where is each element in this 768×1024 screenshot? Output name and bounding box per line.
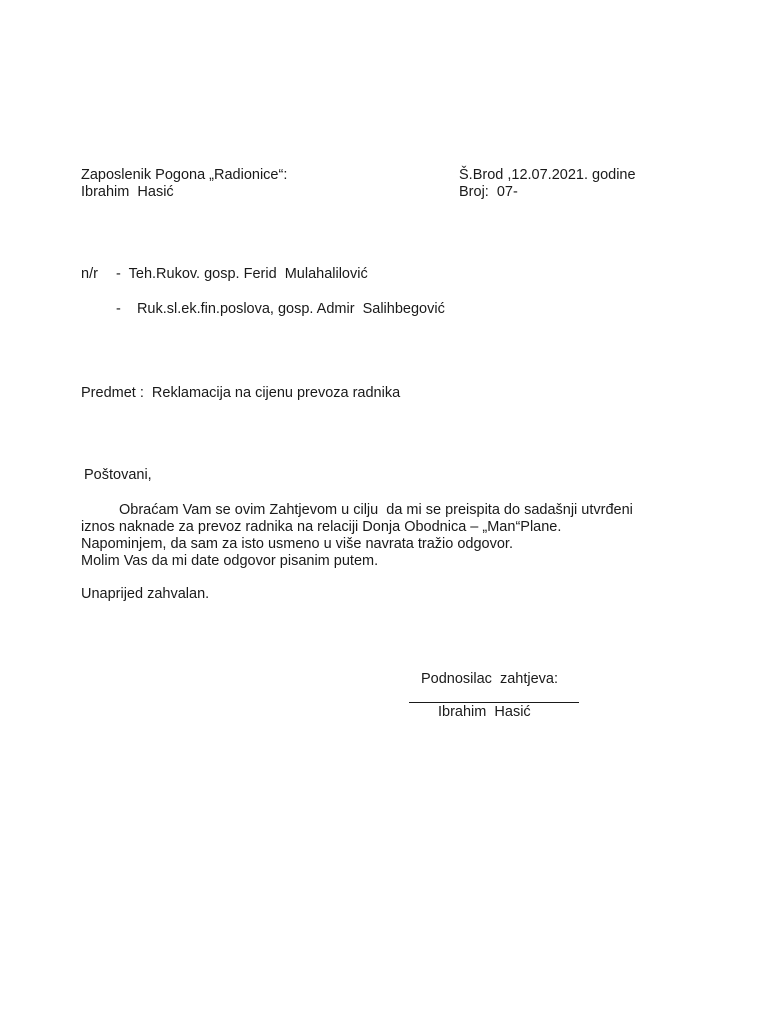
signature-line [409,702,579,703]
document-number: Broj: 07- [459,184,518,200]
body-line: Molim Vas da mi date odgovor pisanim putem. [81,553,379,569]
sender-title: Zaposlenik Pogona „Radionice“: [81,167,288,183]
body-line: iznos naknade za prevoz radnika na relaciji Donja Obodnica – „Man“Plane. [81,519,562,535]
signature-name: Ibrahim Hasić [438,704,531,720]
recipient-item: - Teh.Rukov. gosp. Ferid Mulahalilović [116,266,368,282]
signature-label: Podnosilac zahtjeva: [421,671,559,687]
sender-name: Ibrahim Hasić [81,184,174,200]
recipient-item: - Ruk.sl.ek.fin.poslova, gosp. Admir Salihbegović [116,301,445,317]
body-line: Obraćam Vam se ovim Zahtjevom u cilju da mi se preispita do sadašnji utvrđeni [119,502,633,518]
place-date: Š.Brod ,12.07.2021. godine [459,167,636,183]
subject-line: Predmet : Reklamacija na cijenu prevoza radnika [81,385,401,401]
recipients-prefix: n/r [81,266,98,282]
greeting: Poštovani, [84,467,152,483]
closing: Unaprijed zahvalan. [81,586,210,602]
body-line: Napominjem, da sam za isto usmeno u više navrata tražio odgovor. [81,536,513,552]
